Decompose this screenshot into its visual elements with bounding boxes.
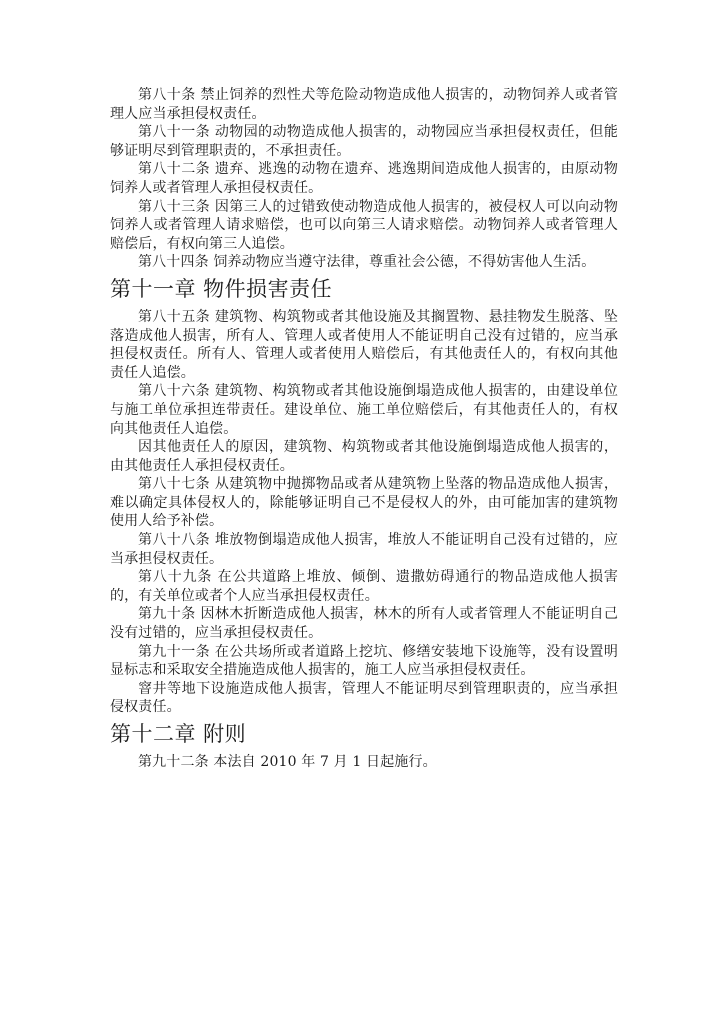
article-89: 第八十九条 在公共道路上堆放、倾倒、遗撒妨碍通行的物品造成他人损害的，有关单位或者个人应当承担侵权责任。 — [110, 569, 618, 604]
document-page — [110, 86, 618, 772]
chapter-11-title: 第十一章 物件损害责任 — [110, 276, 333, 301]
article-81: 第八十一条 动物园的动物造成他人损害的，动物园应当承担侵权责任，但能够证明尽到管理职责的，不承担责任。 — [110, 124, 618, 159]
article-82: 第八十二条 遗弃、逃逸的动物在遗弃、逃逸期间造成他人损害的，由原动物饲养人或者管理人承担侵权责任。 — [110, 161, 618, 196]
article-87: 第八十七条 从建筑物中抛掷物品或者从建筑物上坠落的物品造成他人损害，难以确定具体侵权人的，除能够证明自己不是侵权人的外，由可能加害的建筑物使用人给予补偿。 — [110, 476, 618, 530]
article-86: 第八十六条 建筑物、构筑物或者其他设施倒塌造成他人损害的，由建设单位与施工单位承担连带责任。建设单位、施工单位赔偿后，有其他责任人的，有权向其他责任人追偿。 — [110, 383, 618, 437]
article-80: 第八十条 禁止饲养的烈性犬等危险动物造成他人损害的，动物饲养人或者管理人应当承担侵权责任。 — [110, 87, 618, 122]
article-86-paragraph-2: 因其他责任人的原因，建筑物、构筑物或者其他设施倒塌造成他人损害的，由其他责任人承担侵权责任。 — [110, 439, 618, 474]
chapter-12-title: 第十二章 附则 — [110, 722, 247, 746]
article-84: 第八十四条 饲养动物应当遵守法律，尊重社会公德，不得妨害他人生活。 — [138, 254, 596, 271]
article-91: 第九十一条 在公共场所或者道路上挖坑、修缮安装地下设施等，没有设置明显标志和采取安全措施造成他人损害的，施工人应当承担侵权责任。 — [110, 643, 618, 679]
article-88: 第八十八条 堆放物倒塌造成他人损害，堆放人不能证明自己没有过错的，应当承担侵权责任。 — [110, 532, 618, 567]
article-83: 第八十三条 因第三人的过错致使动物造成他人损害的，被侵权人可以向动物饲养人或者管理人请求赔偿，也可以向第三人请求赔偿。动物饲养人或者管理人赔偿后，有权向第三人追偿。 — [110, 198, 618, 252]
article-92: 第九十二条 本法自 2010 年 7 月 1 日起施行。 — [138, 754, 437, 770]
article-90: 第九十条 因林木折断造成他人损害，林木的所有人或者管理人不能证明自己没有过错的，应当承担侵权责任。 — [110, 606, 618, 642]
article-91-paragraph-2: 窨井等地下设施造成他人损害，管理人不能证明尽到管理职责的，应当承担侵权责任。 — [110, 680, 618, 716]
article-85: 第八十五条 建筑物、构筑物或者其他设施及其搁置物、悬挂物发生脱落、坠落造成他人损害，所有人、管理人或者使用人不能证明自己没有过错的，应当承担侵权责任。所有人、管理人或者使用人赔偿后，有其他责任人的，有权向其他责任人追偿。 — [110, 308, 618, 381]
